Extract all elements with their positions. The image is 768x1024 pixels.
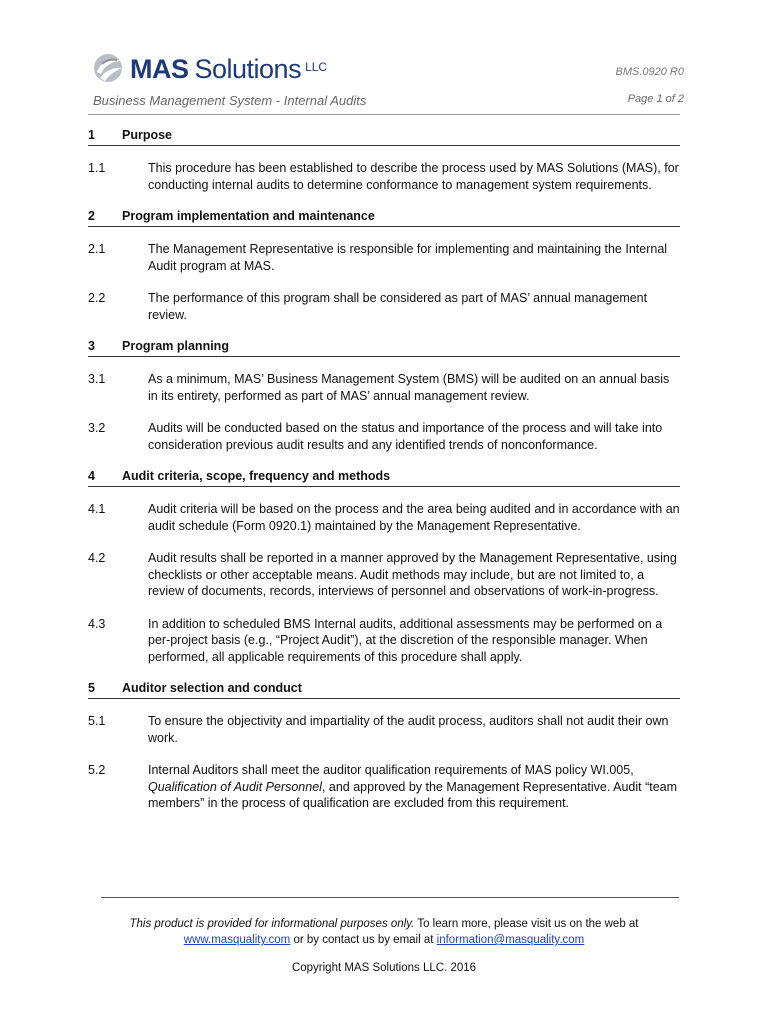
section-heading [88, 469, 680, 487]
learn-more-text: To learn more, please visit us on the web at [414, 918, 639, 930]
clause-item [88, 290, 680, 323]
clause-text: Audit results shall be reported in a manner approved by the Management Representative, using checklists or other acceptable means. Audit methods may include, but are not limited to, a review of documents, records, interviews of personnel and observations of work-in-progress. [148, 551, 677, 598]
clause-text-part: , and approved by the Management Representative. Audit “team members” in the process of qualification are excluded from this requirement. [148, 779, 678, 810]
clause-text: This procedure has been established to describe the process used by MAS Solutions (MAS), for conducting internal audits to determine conformance to management system requirements. [148, 161, 679, 192]
clause-number: 4.2 [88, 551, 106, 565]
clause-item [88, 550, 680, 600]
document-body [88, 128, 680, 828]
clause-number: 1.1 [88, 161, 106, 175]
section-title: Purpose [122, 128, 173, 142]
clause-item [88, 762, 680, 812]
clause-text-part: Internal Auditors shall meet the auditor qualification requirements of MAS policy WI.005, [148, 763, 634, 777]
section-number: 5 [88, 681, 95, 695]
clause-text [148, 762, 680, 812]
clause-text: Audits will be conducted based on the status and importance of the process and will take into consideration previous audit results and any identified trends of nonconformance. [148, 421, 663, 452]
disclaimer-text: This product is provided for informational purposes only. [129, 918, 415, 930]
clause-text: To ensure the objectivity and impartiality of the audit process, auditors shall not audit their own work. [148, 714, 669, 745]
clause-text: In addition to scheduled BMS Internal audits, additional assessments may be performed on a per-project basis (e.g., “Project Audit”), at the discretion of the responsible manager. When performed, all applicable requirements of this procedure shall apply. [148, 616, 663, 664]
page-number: Page 1 of 2 [627, 93, 684, 105]
section-heading [88, 128, 680, 146]
logo-suffix-text: LLC [305, 60, 328, 74]
clause-text: The Management Representative is responsible for implementing and maintaining the Internal Audit program at MAS. [148, 242, 668, 273]
copyright-text: Copyright MAS Solutions LLC. 2016 [291, 962, 477, 974]
clause-number: 2.1 [88, 242, 106, 256]
section-number: 2 [88, 209, 95, 223]
section-title: Auditor selection and conduct [122, 681, 302, 695]
clause-number: 3.1 [88, 372, 106, 386]
document-subtitle: Business Management System - Internal Audits [93, 93, 367, 108]
section-heading [88, 209, 680, 227]
company-logo [92, 52, 327, 84]
clause-number: 3.2 [88, 421, 106, 435]
policy-title-italic: Qualification of Audit Personnel [148, 779, 322, 794]
clause-item [88, 241, 680, 274]
clause-number: 2.2 [88, 291, 106, 305]
logo-brand-text: MAS [130, 54, 189, 84]
clause-text: As a minimum, MAS’ Business Management System (BMS) will be audited on an annual basis in its entirety, performed as part of MAS’ annual management review. [148, 372, 670, 403]
clause-number: 5.2 [88, 763, 106, 777]
mas-swirl-logo-icon [92, 52, 126, 84]
clause-item [88, 371, 680, 404]
section-heading [88, 339, 680, 357]
clause-item [88, 713, 680, 746]
clause-item [88, 160, 680, 193]
document-number: BMS.0920 R0 [615, 66, 684, 78]
footer-divider [101, 897, 679, 898]
clause-number: 4.3 [88, 616, 106, 631]
clause-text: Audit criteria will be based on the process and the area being audited and in accordance with an audit schedule (Form 0920.1) maintained by the Management Representative. [148, 502, 680, 533]
section-title: Program planning [122, 339, 229, 353]
footer-note [0, 916, 768, 948]
section-number: 4 [88, 469, 95, 483]
clause-item [88, 616, 680, 666]
contact-text: or by contact us by email at [290, 934, 437, 946]
logo-rest-text: Solutions [194, 54, 302, 84]
clause-item [88, 501, 680, 534]
section-heading [88, 681, 680, 699]
section-title: Audit criteria, scope, frequency and methods [122, 469, 391, 483]
section-number: 3 [88, 339, 95, 353]
clause-number: 5.1 [88, 714, 106, 728]
section-number: 1 [88, 128, 95, 142]
clause-number: 4.1 [88, 502, 106, 516]
section-title: Program implementation and maintenance [122, 209, 375, 223]
clause-item [88, 420, 680, 453]
clause-text: The performance of this program shall be considered as part of MAS’ annual management review. [148, 291, 648, 322]
website-link[interactable]: www.masquality.com [183, 934, 291, 946]
header-divider [88, 114, 680, 115]
email-link[interactable]: information@masquality.com [436, 934, 585, 946]
